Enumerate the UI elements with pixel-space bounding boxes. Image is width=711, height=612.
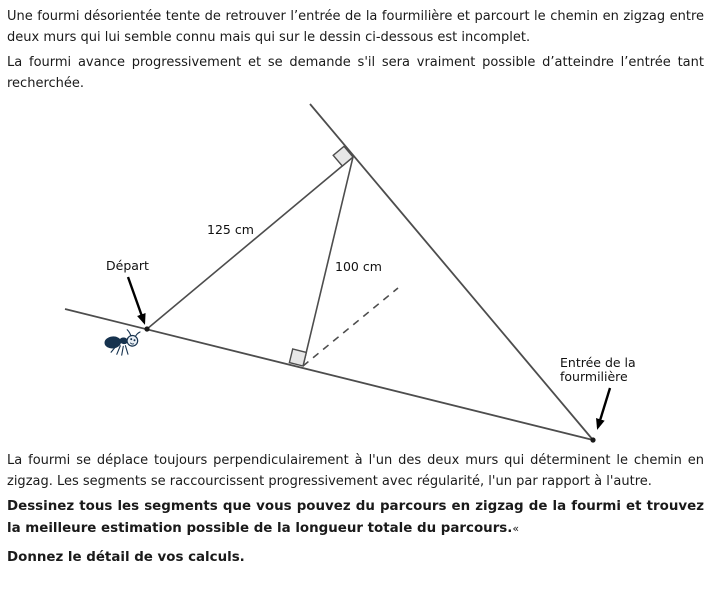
task-paragraph [7, 496, 704, 540]
entree-arrow [598, 388, 610, 427]
right-angle-marker-top [333, 146, 353, 166]
intro-paragraph-2: La fourmi avance progressivement et se demande s'il sera vraiment possible d’atteindre l’entrée tant recherchée. [7, 55, 704, 91]
ant-icon [101, 326, 140, 358]
calculs-paragraph: Donnez le détail de vos calculs. [7, 550, 245, 565]
depart-arrow [128, 277, 144, 322]
zigzag-diagram [7, 98, 704, 450]
task-text: Dessinez tous les segments que vous pouvez du parcours en zigzag de la fourmi et trouvez la meilleure estimation possible de la longueur totale du parcours. [7, 499, 704, 536]
intro-paragraph-1: Une fourmi désorientée tente de retrouver l’entrée de la fourmilière et parcourt le chemin en zigzag entre deux murs qui lui semble connu mais qui sur le dessin ci-dessous est incomplet. [7, 9, 704, 45]
label-100cm: 100 cm [335, 259, 382, 274]
quote-mark: « [512, 522, 520, 535]
label-entree-line1: Entrée de la [560, 355, 636, 370]
dashed-next-segment [303, 288, 398, 366]
bottom-wall-line [65, 309, 593, 440]
right-angle-marker-bottom [289, 349, 306, 366]
depart-point [144, 326, 149, 331]
segment-125cm [147, 157, 353, 329]
label-125cm: 125 cm [207, 222, 254, 237]
label-entree-line2: fourmilière [560, 369, 628, 384]
label-depart: Départ [106, 258, 149, 273]
entree-point [590, 437, 595, 442]
rule-paragraph: La fourmi se déplace toujours perpendiculairement à l'un des deux murs qui déterminent le chemin en zigzag. Les segments se raccourcissent progressivement avec régularité, l'un par rapport à l'autre. [7, 453, 704, 489]
